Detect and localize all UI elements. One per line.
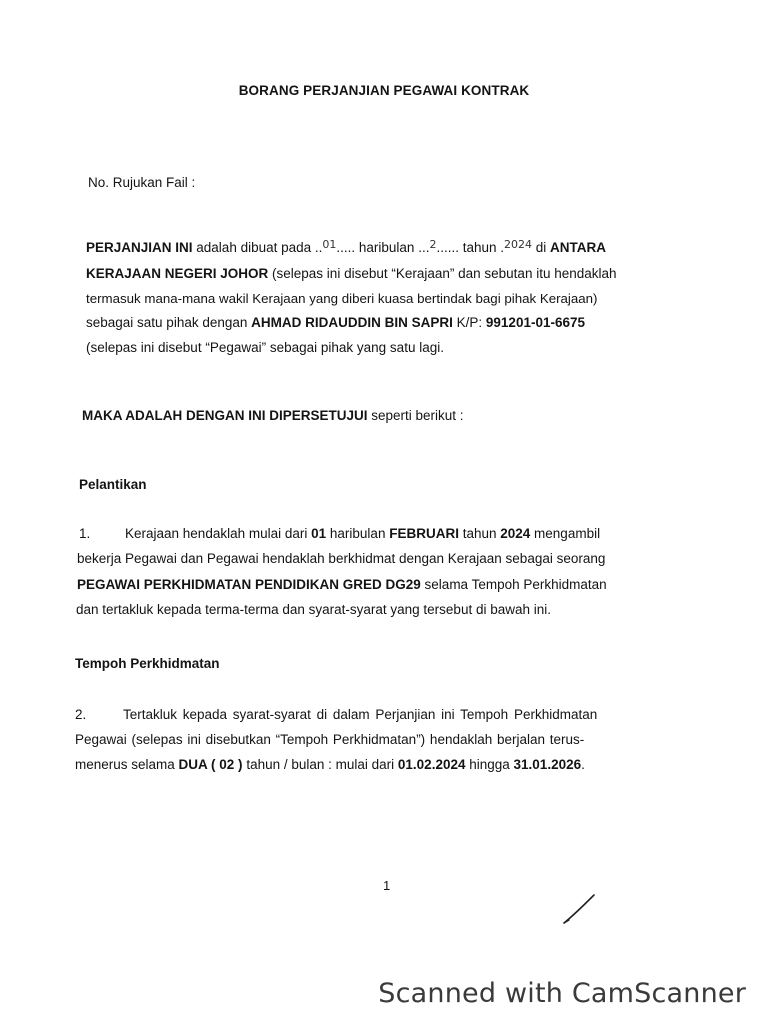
section2-line-3: menerus selama DUA ( 02 ) tahun / bulan : mulai dari 01.02.2024 hingga 31.01.2026. (75, 757, 585, 772)
page-number: 1 (383, 878, 391, 893)
section2-line-2: Pegawai (selepas ini disebutkan “Tempoh Perkhidmatan”) hendaklah berjalan terus- (75, 732, 585, 747)
position-grade: PEGAWAI PERKHIDMATAN PENDIDIKAN GRED DG29 (77, 577, 421, 592)
duration: DUA ( 02 ) (178, 757, 243, 772)
employee-ic-number: 991201-01-6675 (485, 315, 585, 330)
document-title: BORANG PERJANJIAN PEGAWAI KONTRAK (238, 83, 530, 98)
file-reference-label: No. Rujukan Fail : (88, 175, 196, 190)
section1-line-1: 1. Kerajaan hendaklah mulai dari 01 haribulan FEBRUARI tahun 2024 mengambil (79, 526, 601, 541)
section-heading-tempoh: Tempoh Perkhidmatan (75, 656, 220, 671)
agreed-statement: MAKA ADALAH DENGAN INI DIPERSETUJUI seperti berikut : (82, 408, 464, 423)
camscanner-watermark: Scanned with CamScanner (378, 978, 746, 1009)
employee-name: AHMAD RIDAUDDIN BIN SAPRI (251, 315, 453, 330)
handwritten-day: 01 (322, 238, 337, 251)
intro-line-1: PERJANJIAN INI adalah dibuat pada ..$^{01}$..... haribulan ...$^2$...... tahun .$^{2024}$ di ANTARA (86, 238, 607, 255)
section1-line-4: dan tertakluk kepada terma-terma dan syarat-syarat yang tersebut di bawah ini. (76, 602, 551, 617)
section-heading-pelantikan: Pelantikan (79, 477, 147, 492)
section1-line-2: bekerja Pegawai dan Pegawai hendaklah berkhidmat dengan Kerajaan sebagai seorang (77, 551, 606, 566)
start-month: FEBRUARI (389, 526, 459, 541)
section1-line-3: PEGAWAI PERKHIDMATAN PENDIDIKAN GRED DG29 selama Tempoh Perkhidmatan (77, 577, 607, 592)
intro-line-3: termasuk mana-mana wakil Kerajaan yang diberi kuasa bertindak bagi pihak Kerajaan) (86, 291, 598, 306)
initial-mark-icon (560, 893, 600, 927)
handwritten-year: 2024 (504, 238, 532, 251)
handwritten-month: 2 (429, 238, 437, 251)
end-date: 31.01.2026 (513, 757, 582, 772)
intro-line-5: (selepas ini disebut “Pegawai” sebagai pihak yang satu lagi. (86, 340, 444, 355)
intro-line-4: sebagai satu pihak dengan AHMAD RIDAUDDIN BIN SAPRI K/P: 991201-01-6675 (86, 315, 585, 330)
clause-number-2: 2. (75, 707, 87, 722)
start-date: 01.02.2024 (397, 757, 466, 772)
intro-line-2: KERAJAAN NEGERI JOHOR (selepas ini disebut “Kerajaan” dan sebutan itu hendaklah (86, 266, 617, 281)
intro-bold-perjanjian: PERJANJIAN INI (86, 240, 193, 255)
section2-line-1: 2. Tertakluk kepada syarat-syarat di dalam Perjanjian ini Tempoh Perkhidmatan (75, 707, 598, 722)
party-government: KERAJAAN NEGERI JOHOR (86, 266, 269, 281)
clause-number-1: 1. (79, 526, 91, 541)
